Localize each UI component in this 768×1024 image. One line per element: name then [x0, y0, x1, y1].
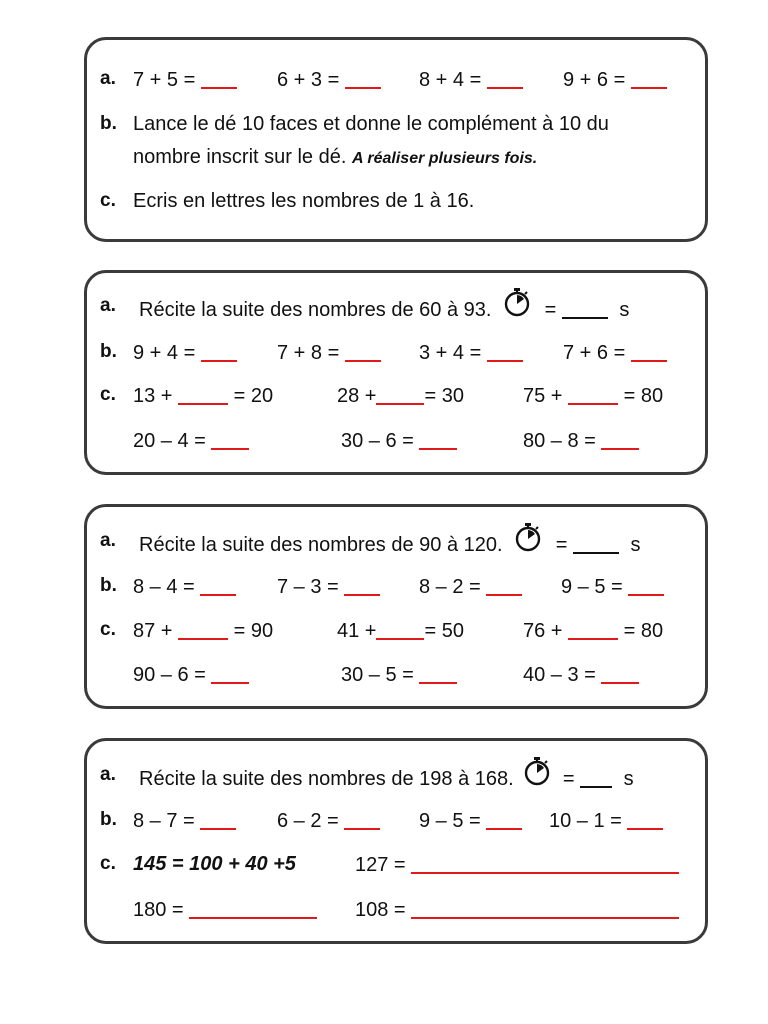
item-label-c: c. [100, 619, 116, 640]
answer-blank[interactable] [419, 428, 457, 450]
equation-2 [277, 805, 380, 836]
equation-4 [561, 571, 664, 602]
complement-2 [337, 380, 464, 411]
subtraction-3 [523, 425, 639, 456]
answer-blank[interactable] [345, 340, 381, 362]
instruction-line-2 [133, 142, 537, 174]
time-blank[interactable] [573, 532, 619, 554]
row-b [87, 109, 705, 139]
equation-text: 127 = [355, 854, 406, 876]
answer-blank[interactable] [200, 808, 236, 830]
row-a [87, 291, 705, 321]
answer-blank[interactable] [486, 808, 522, 830]
equation-1 [133, 337, 237, 368]
answer-blank[interactable] [211, 662, 249, 684]
answer-blank[interactable] [487, 67, 523, 89]
row-b [87, 571, 705, 601]
decomposition-3 [355, 894, 679, 925]
recite-instruction [139, 291, 629, 330]
answer-blank[interactable] [189, 897, 317, 919]
answer-blank[interactable] [601, 662, 639, 684]
row-b [87, 805, 705, 835]
equation-text: 3 + 4 = [419, 342, 482, 364]
answer-blank[interactable] [628, 574, 664, 596]
item-label-c: c. [100, 190, 116, 211]
item-label-c: c. [100, 384, 116, 405]
answer-blank[interactable] [376, 618, 424, 640]
instruction-text: nombre inscrit sur le dé. [133, 146, 347, 168]
equation-text: 9 + 4 = [133, 342, 196, 364]
equation-result: = 80 [623, 385, 664, 407]
item-label-b: b. [100, 809, 117, 830]
subtraction-2 [341, 659, 457, 690]
equation-result: = 80 [623, 620, 664, 642]
equation-text: 7 – 3 = [277, 576, 339, 598]
equation-text: 8 – 7 = [133, 810, 195, 832]
equation-text: 9 – 5 = [561, 576, 623, 598]
unit-seconds: s [630, 533, 641, 556]
equals-sign: = [544, 298, 557, 321]
equation-text: 10 – 1 = [549, 810, 622, 832]
answer-blank[interactable] [178, 383, 228, 405]
subtraction-1 [133, 425, 249, 456]
equation-text: 87 + [133, 620, 173, 642]
equation-text: 7 + 5 = [133, 69, 196, 91]
row-d [87, 659, 705, 689]
answer-blank[interactable] [201, 340, 237, 362]
answer-blank[interactable] [411, 897, 679, 919]
answer-blank[interactable] [411, 852, 679, 874]
unit-seconds: s [619, 298, 630, 321]
row-a [87, 64, 705, 94]
subtraction-3 [523, 659, 639, 690]
equation-text: 8 – 4 = [133, 576, 195, 598]
equation-1 [133, 571, 236, 602]
exercise-card-2 [84, 270, 708, 475]
answer-blank[interactable] [486, 574, 522, 596]
complement-3 [523, 615, 663, 646]
equation-4 [563, 64, 667, 95]
equals-sign: = [562, 767, 575, 790]
equation-result: = 50 [424, 620, 464, 642]
item-label-a: a. [100, 530, 116, 551]
equation-text: 9 – 5 = [419, 810, 481, 832]
answer-blank[interactable] [627, 808, 663, 830]
answer-blank[interactable] [631, 67, 667, 89]
complement-1 [133, 615, 273, 646]
recite-instruction [139, 526, 641, 565]
equation-4 [563, 337, 667, 368]
equation-text: 28 + [337, 385, 377, 407]
exercise-card-4 [84, 738, 708, 944]
equation-text: 30 – 6 = [341, 430, 414, 452]
exercise-card-1 [84, 37, 708, 242]
answer-blank[interactable] [201, 67, 237, 89]
equation-text: 75 + [523, 385, 563, 407]
equation-3 [419, 571, 522, 602]
answer-blank[interactable] [376, 383, 424, 405]
complement-1 [133, 380, 273, 411]
item-label-b: b. [100, 341, 117, 362]
equation-2 [277, 64, 381, 95]
equation-text: 8 + 4 = [419, 69, 482, 91]
subtraction-2 [341, 425, 457, 456]
row-c [87, 849, 705, 879]
stopwatch-icon [523, 756, 551, 795]
equation-2 [277, 337, 381, 368]
time-blank[interactable] [580, 766, 612, 788]
answer-blank[interactable] [178, 618, 228, 640]
equation-2 [277, 571, 380, 602]
recite-instruction [139, 760, 634, 799]
equation-text: 80 – 8 = [523, 430, 596, 452]
time-blank[interactable] [562, 297, 608, 319]
subtraction-1 [133, 659, 249, 690]
answer-blank[interactable] [344, 574, 380, 596]
equation-text: 9 + 6 = [563, 69, 626, 91]
item-label-c: c. [100, 853, 116, 874]
answer-blank[interactable] [345, 67, 381, 89]
complement-3 [523, 380, 663, 411]
stopwatch-icon [503, 287, 531, 326]
instruction-text: Ecris en lettres les nombres de 1 à 16. [133, 190, 475, 212]
equation-4 [549, 805, 663, 836]
row-a [87, 760, 705, 790]
answer-blank[interactable] [211, 428, 249, 450]
equation-3 [419, 805, 522, 836]
equation-text: 30 – 5 = [341, 664, 414, 686]
equation-text: 76 + [523, 620, 563, 642]
row-c [87, 380, 705, 410]
item-label-a: a. [100, 295, 116, 316]
equation-text: 7 + 8 = [277, 342, 340, 364]
equation-text: 90 – 6 = [133, 664, 206, 686]
item-label-a: a. [100, 764, 116, 785]
equation-1 [133, 805, 236, 836]
answer-blank[interactable] [344, 808, 380, 830]
equation-text: 13 + [133, 385, 173, 407]
equation-text: 6 – 2 = [277, 810, 339, 832]
answer-blank[interactable] [631, 340, 667, 362]
row-d [87, 894, 705, 924]
equation-3 [419, 64, 523, 95]
exercise-card-3 [84, 504, 708, 709]
equation-text: 41 + [337, 620, 377, 642]
equation-text: 20 – 4 = [133, 430, 206, 452]
instruction-note: A réaliser plusieurs fois. [351, 150, 538, 167]
equation-text: 6 + 3 = [277, 69, 340, 91]
complement-2 [337, 615, 464, 646]
equation-1 [133, 64, 237, 95]
answer-blank[interactable] [419, 662, 457, 684]
item-label-b: b. [100, 575, 117, 596]
equation-result: = 30 [424, 385, 464, 407]
answer-blank[interactable] [601, 428, 639, 450]
equation-3 [419, 337, 523, 368]
equation-text: 40 – 3 = [523, 664, 596, 686]
row-b [87, 337, 705, 367]
decomposition-example: 145 = 100 + 40 +5 [133, 853, 296, 875]
decomposition-1 [355, 849, 679, 880]
equation-result: = 20 [233, 385, 274, 407]
stopwatch-icon [514, 522, 542, 561]
row-c [87, 186, 705, 216]
row-a [87, 526, 705, 556]
row-d [87, 425, 705, 455]
answer-blank[interactable] [200, 574, 236, 596]
item-label-b: b. [100, 113, 117, 134]
answer-blank[interactable] [568, 618, 618, 640]
answer-blank[interactable] [568, 383, 618, 405]
row-b-2 [87, 142, 705, 172]
equation-text: 108 = [355, 899, 406, 921]
equals-sign: = [555, 533, 568, 556]
item-label-a: a. [100, 68, 116, 89]
recite-text: Récite la suite des nombres de 198 à 168. [139, 767, 514, 790]
equation-result: = 90 [233, 620, 274, 642]
recite-text: Récite la suite des nombres de 90 à 120. [139, 533, 503, 556]
row-c [87, 615, 705, 645]
instruction-line-1: Lance le dé 10 faces et donne le complément à 10 du [133, 113, 609, 135]
decomposition-2 [133, 894, 317, 925]
unit-seconds: s [623, 767, 634, 790]
equation-text: 180 = [133, 899, 184, 921]
recite-text: Récite la suite des nombres de 60 à 93. [139, 298, 492, 321]
equation-text: 8 – 2 = [419, 576, 481, 598]
answer-blank[interactable] [487, 340, 523, 362]
equation-text: 7 + 6 = [563, 342, 626, 364]
